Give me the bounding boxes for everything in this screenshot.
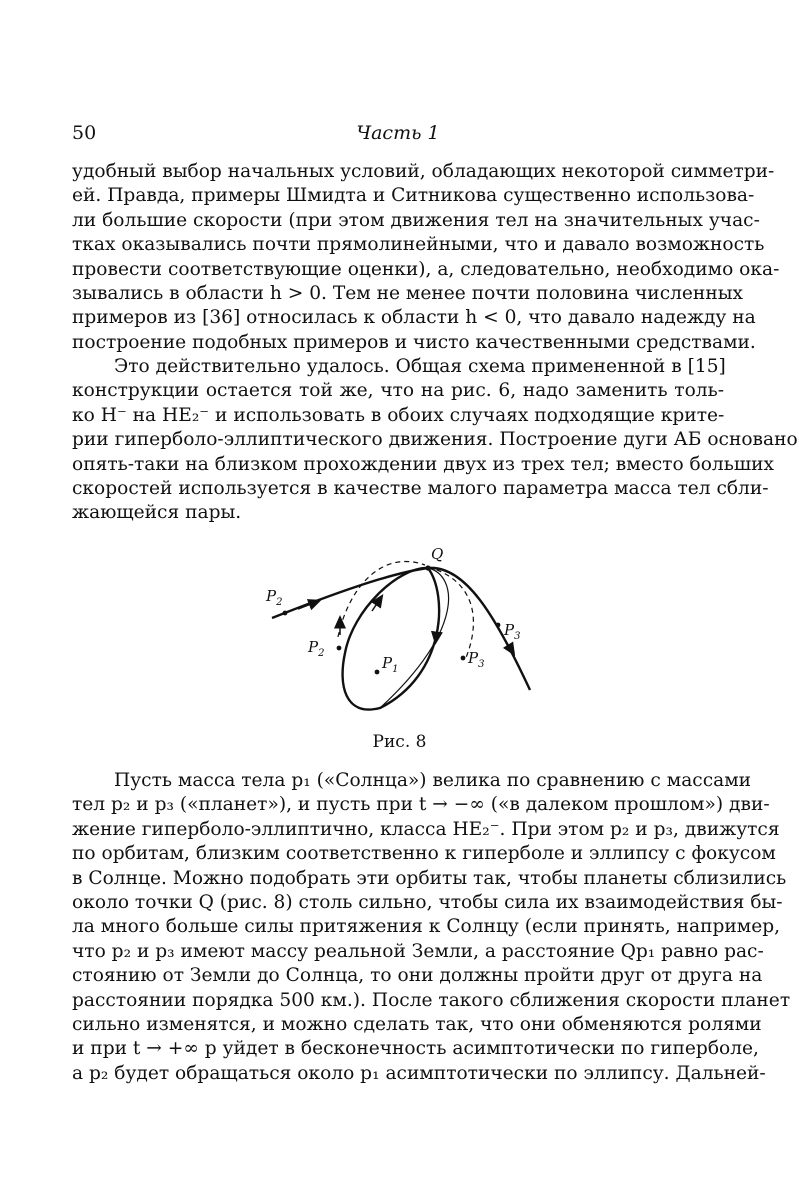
text-line: примеров из [36] относилась к области h < 0, что давало надежду на [72, 307, 756, 329]
paragraph-2 [72, 355, 798, 526]
text-line: тках оказывались почти прямолинейными, что и давало возможность [72, 234, 765, 256]
text-line: провести соответствующие оценки), а, следовательно, необходимо ока- [72, 258, 780, 280]
text-line: что p₂ и p₃ имеют массу реальной Земли, а расстояние Qp₁ равно рас- [72, 940, 764, 962]
text-line: жающейся пары. [72, 502, 242, 524]
label-Q: Q [431, 545, 444, 563]
dashed-orbit-left [338, 561, 425, 637]
label-P1: $P_1$ [382, 654, 399, 675]
text-line: построение подобных примеров и чисто качественными средствами. [72, 331, 756, 353]
point-P2-left [337, 646, 342, 651]
label-P3-outer: $P_3$ [504, 621, 521, 642]
text-line: по орбитам, близким соответственно к гиперболе и эллипсу с фокусом [72, 843, 776, 865]
paragraph-1 [72, 160, 780, 355]
point-Q [425, 565, 430, 570]
page-number: 50 [72, 122, 97, 144]
text-line: удобный выбор начальных условий, обладающих некоторой симметри- [72, 161, 775, 182]
figure-8 [250, 535, 550, 725]
text-line: в Солнце. Можно подобрать эти орбиты так, чтобы планеты сблизились [72, 867, 787, 889]
text-line: скоростей используется в качестве малого параметра масса тел сбли- [72, 477, 769, 499]
text-line: ла много больше силы притяжения к Солнцу (если принять, например, [72, 916, 781, 938]
text-line: расстоянии порядка 500 км.). После такого сближения скорости планет [72, 989, 791, 1011]
inner-arc [380, 568, 449, 708]
running-title: Часть 1 [356, 122, 440, 144]
label-P3-inner: $P_3$ [468, 649, 485, 670]
text-line: сильно изменятся, и можно сделать так, что они обменяются ролями [72, 1013, 762, 1035]
figure-caption: Рис. 8 [372, 732, 427, 752]
label-P2-left: $P_2$ [308, 638, 325, 659]
text-line: ей. Правда, примеры Шмидта и Ситникова существенно использова- [72, 185, 755, 207]
text-line: ли большие скорости (при этом движения тел на значительных учас- [72, 209, 760, 231]
text-line: зывались в области h > 0. Тем не менее почти половина численных [72, 282, 744, 304]
text-line: а p₂ будет обращаться около p₁ асимптотически по эллипсу. Дальней- [72, 1062, 766, 1084]
hyperbola-orbit [272, 568, 530, 690]
text-line: жение гиперболо-эллиптично, класса HE₂⁻. При этом p₂ и p₃, движутся [72, 818, 780, 840]
text-line: и при t → +∞ p уйдет в бесконечность асимптотически по гиперболе, [72, 1038, 759, 1060]
point-P2-top [283, 611, 288, 616]
label-P2-top: $P_2$ [266, 587, 283, 608]
text-line: около точки Q (рис. 8) столь сильно, чтобы сила их взаимодействия бы- [72, 891, 783, 913]
text-line: опять-таки на близком прохождении двух из трех тел; вместо больших [72, 453, 775, 475]
text-line: конструкции остается той же, что на рис. 6, надо заменить толь- [72, 380, 724, 402]
text-line: стоянию от Земли до Солнца, то они должны пройти друг от друга на [72, 965, 763, 987]
point-P1 [375, 670, 380, 675]
text-line: ко H⁻ на HE₂⁻ и использовать в обоих случаях подходящие крите- [72, 404, 725, 426]
point-P3-outer [496, 623, 501, 628]
text-line: Пусть масса тела p₁ («Солнца») велика по сравнению с массами [114, 770, 752, 791]
paragraph-3 [72, 769, 791, 1086]
arrow-hyperbola-in [298, 602, 316, 609]
text-line: Это действительно удалось. Общая схема примененной в [15] [114, 356, 726, 377]
text-line: тел p₂ и p₃ («планет»), и пусть при t → −∞ («в далеком прошлом») дви- [72, 794, 770, 816]
ellipse-orbit [343, 568, 440, 710]
orbit-diagram [250, 535, 550, 725]
point-P3-inner [461, 656, 466, 661]
text-line: рии гиперболо-эллиптического движения. Построение дуги АБ основано [72, 429, 798, 451]
page-header [72, 122, 724, 148]
